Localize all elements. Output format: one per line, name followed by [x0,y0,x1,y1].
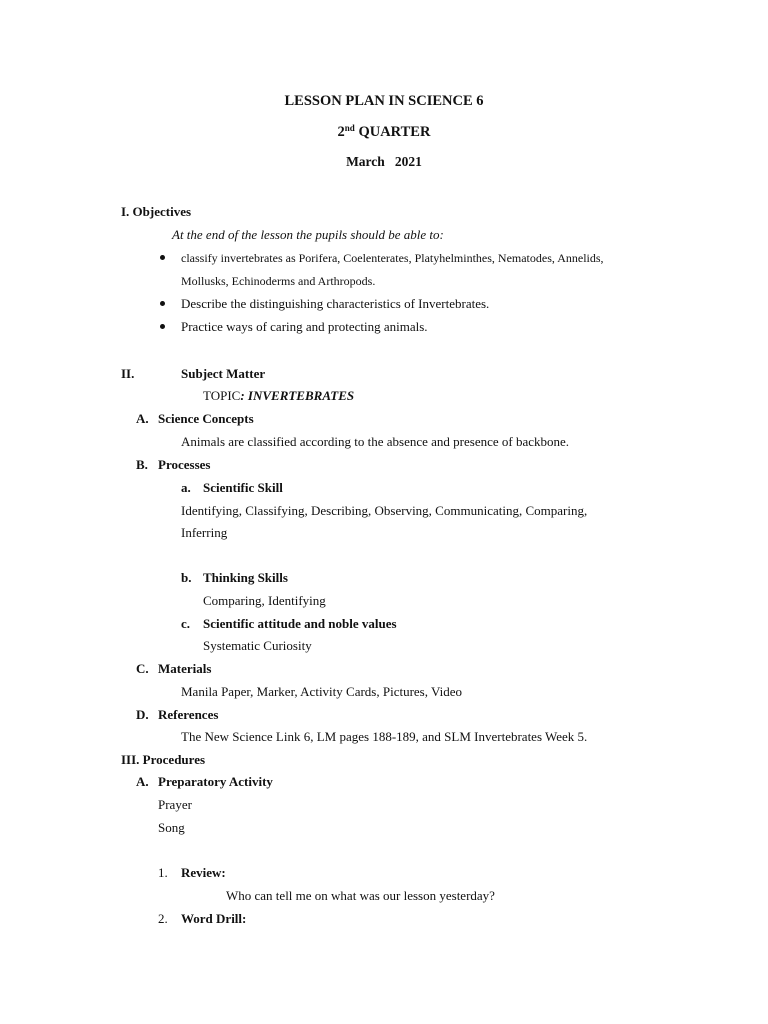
references-heading: References [158,707,219,722]
document-title: LESSON PLAN IN SCIENCE 6 [284,93,484,109]
preparatory-heading: Preparatory Activity [158,774,273,789]
science-concepts-letter: A. [136,411,149,426]
processes-letter: B. [136,457,148,472]
objectives-intro: At the end of the lesson the pupils should be able to: [172,227,444,242]
attitude-letter: c. [181,616,191,631]
topic-label: TOPIC [203,388,241,403]
scientific-skill-text: Identifying, Classifying, Describing, Observing, Communicating, Comparing, [181,503,588,518]
science-concepts-heading: Science Concepts [158,411,254,426]
word-drill-heading: Word Drill: [181,911,247,926]
preparatory-item-prayer: Prayer [158,797,192,812]
review-question: Who can tell me on what was our lesson yesterday? [226,888,495,903]
preparatory-letter: A. [136,774,149,789]
scientific-skill-heading: Scientific Skill [203,480,283,495]
attitude-heading: Scientific attitude and noble values [203,616,397,631]
references-text: The New Science Link 6, LM pages 188-189, and SLM Invertebrates Week 5. [181,729,588,744]
materials-text: Manila Paper, Marker, Activity Cards, Pictures, Video [181,684,462,699]
bullet-icon [160,324,165,329]
word-drill-number: 2. [158,911,168,926]
quarter-number: 2 [337,124,345,140]
objective-item-2: Describe the distinguishing characteristics of Invertebrates. [181,296,490,311]
thinking-skills-letter: b. [181,570,192,585]
bullet-icon [160,301,165,306]
preparatory-item-song: Song [158,820,185,835]
references-letter: D. [136,707,149,722]
lesson-date: March 2021 [346,154,422,169]
subject-matter-numeral: II. [121,366,135,381]
scientific-skill-letter: a. [181,480,191,495]
topic-value: : INVERTEBRATES [240,388,355,403]
topic-line [203,389,354,402]
procedures-heading: III. Procedures [121,752,206,767]
quarter-heading [0,125,768,140]
objective-item-1: classify invertebrates as Porifera, Coelenterates, Platyhelminthes, Nematodes, Annelids, [181,251,604,265]
materials-letter: C. [136,661,149,676]
thinking-skills-heading: Thinking Skills [203,570,288,585]
objective-item-3: Practice ways of caring and protecting animals. [181,319,428,334]
processes-heading: Processes [158,457,211,472]
quarter-word: QUARTER [358,124,431,140]
science-concepts-text: Animals are classified according to the absence and presence of backbone. [181,434,570,449]
attitude-text: Systematic Curiosity [203,638,312,653]
objectives-heading: I. Objectives [121,204,192,219]
subject-matter-heading: Subject Matter [181,366,266,381]
review-number: 1. [158,865,168,880]
scientific-skill-text-cont: Inferring [181,525,228,540]
review-heading: Review: [181,865,226,880]
objective-item-1-cont: Mollusks, Echinoderms and Arthropods. [181,274,376,288]
bullet-icon [160,255,165,260]
quarter-suffix: nd [344,123,355,133]
thinking-skills-text: Comparing, Identifying [203,593,326,608]
materials-heading: Materials [158,661,212,676]
